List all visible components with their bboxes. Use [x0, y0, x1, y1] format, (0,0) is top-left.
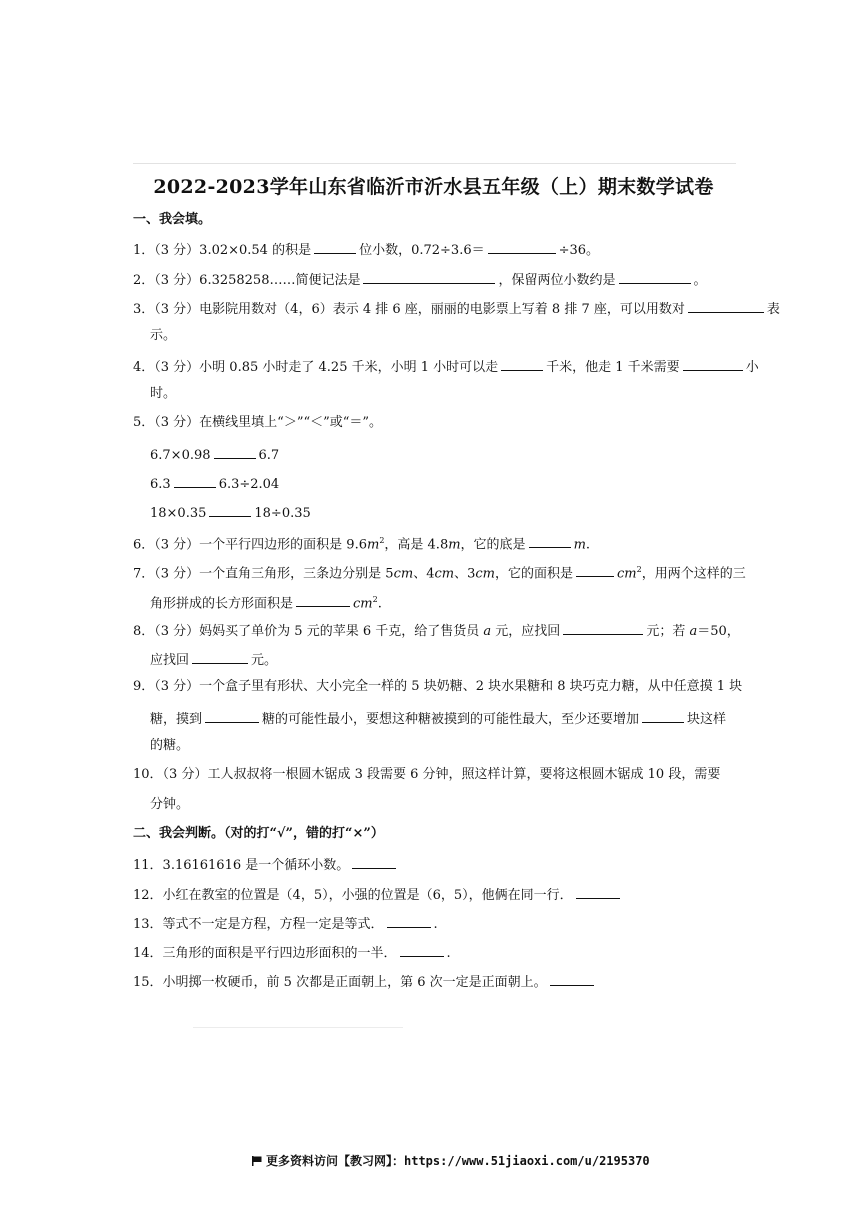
top-divider [133, 163, 736, 164]
question-4-cont: 时。 [150, 386, 177, 401]
question-10-cont: 分钟。 [150, 797, 190, 812]
bottom-divider [193, 1027, 403, 1028]
section-2-heading: 二、我会判断。（对的打“√”，错的打“×”） [133, 826, 384, 841]
question-12: 12．小红在教室的位置是（4，5），小强的位置是（6，5），他俩在同一行． [133, 885, 623, 904]
question-6: 6．（3 分）一个平行四边形的面积是 $9.6m^2$，高是 4.8m，它的底是 m. [133, 536, 591, 553]
question-7: 7．（3 分）一个直角三角形，三条边分别是 5cm、4cm、3cm，它的面积是 $cm^2$，用两个这样的三 [133, 565, 746, 582]
question-2: 2．（3 分）6.3258258……简便记法是 ，保留两位小数约是 。 [133, 270, 707, 289]
question-4: 4．（3 分）小明 0.85 小时走了 4.25 千米，小明 1 小时可以走 千米，他走 1 千米需要 小 [133, 357, 759, 376]
compare-row-1: 6.7×0.98 6.7 [150, 445, 279, 464]
question-9-cont-2: 的糖。 [150, 738, 190, 753]
flag-icon [252, 1156, 262, 1166]
question-14: 14．三角形的面积是平行四边形面积的一半． . [133, 943, 451, 962]
question-1: 1．（3 分）3.02×0.54 的积是 位小数，0.72÷3.6＝ ÷36。 [133, 240, 599, 259]
question-8-cont: 应找回 元。 [150, 650, 277, 669]
question-5: 5．（3 分）在横线里填上“＞”“＜”或“＝”。 [133, 415, 383, 430]
compare-row-3: 18×0.35 18÷0.35 [150, 503, 311, 522]
compare-row-2: 6.3 6.3÷2.04 [150, 474, 279, 493]
question-3-cont: 示。 [150, 328, 177, 343]
question-11: 11．3.16161616 是一个循环小数。 [133, 855, 399, 874]
footer-link[interactable]: 更多资料访问【教习网】：https://www.51jiaoxi.com/u/2195370 [252, 1152, 650, 1169]
question-7-cont: 角形拼成的长方形面积是 $cm^2$. [150, 595, 382, 612]
page-title: 2022-2023学年山东省临沂市沂水县五年级（上）期末数学试卷 [153, 176, 714, 198]
question-9-cont: 糖，摸到 糖的可能性最小，要想这种糖被摸到的可能性最大，至少还要增加 块这样 [150, 709, 726, 728]
question-3: 3．（3 分）电影院用数对（4，6）表示 4 排 6 座，丽丽的电影票上写着 8 排 7 座，可以用数对 表 [133, 299, 780, 318]
question-10: 10．（3 分）工人叔叔将一根圆木锯成 3 段需要 6 分钟，照这样计算，要将这根圆木锯成 10 段，需要 [133, 767, 721, 782]
section-1-heading: 一、我会填。 [133, 212, 212, 227]
question-15: 15．小明掷一枚硬币，前 5 次都是正面朝上，第 6 次一定是正面朝上。 [133, 972, 597, 991]
question-9: 9．（3 分）一个盒子里有形状、大小完全一样的 5 块奶糖、2 块水果糖和 8 块巧克力糖，从中任意摸 1 块 [133, 679, 743, 694]
question-13: 13．等式不一定是方程，方程一定是等式． . [133, 914, 438, 933]
question-8: 8．（3 分）妈妈买了单价为 5 元的苹果 6 千克，给了售货员 a 元，应找回 元；若 a＝50， [133, 621, 740, 640]
